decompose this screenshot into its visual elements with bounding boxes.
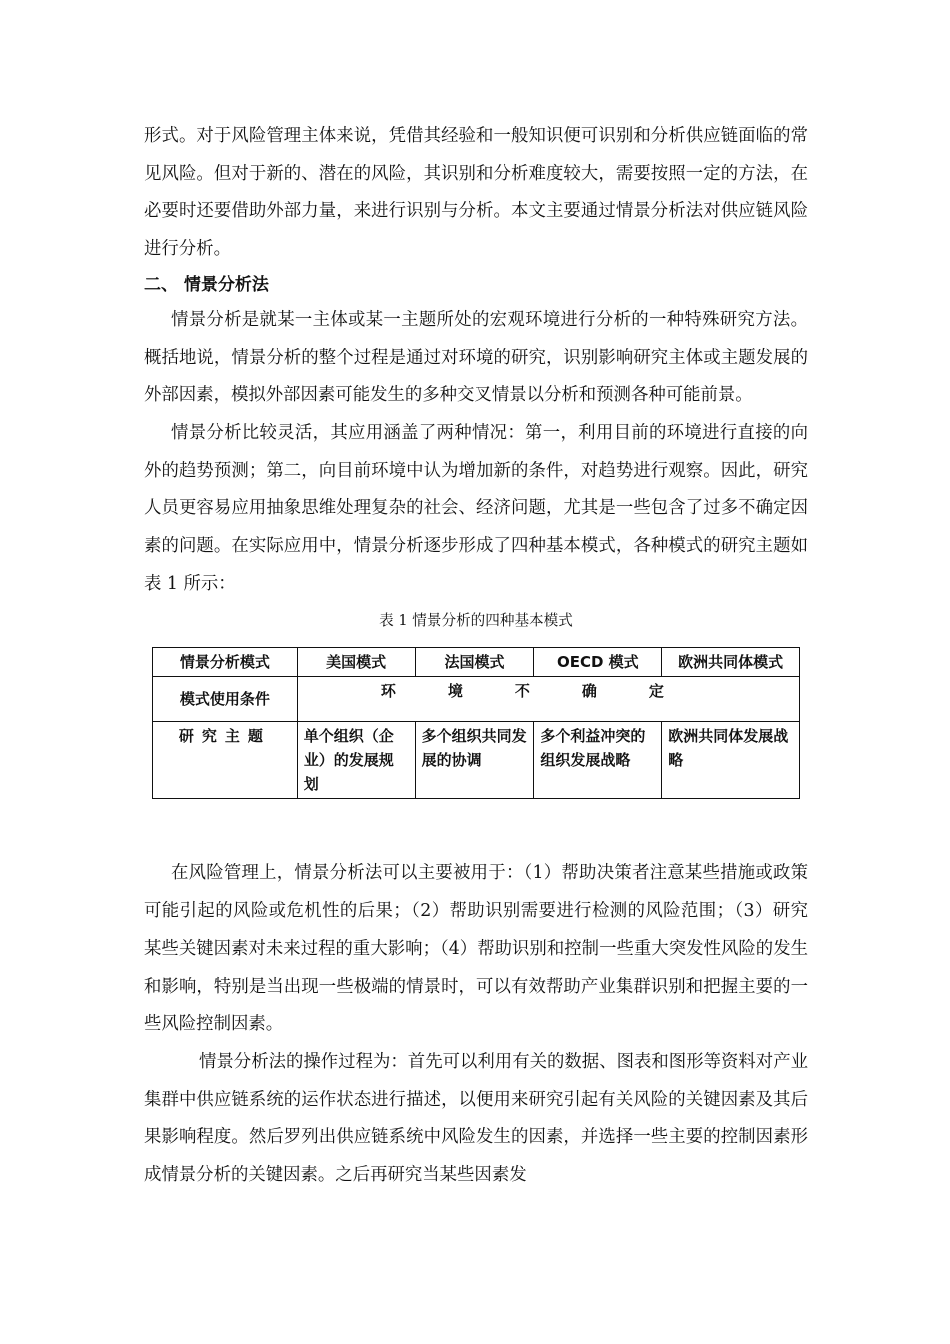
table-cell: 欧洲共同体发展战略 <box>662 722 800 799</box>
paragraph-0: 形式。对于风险管理主体来说，凭借其经验和一般知识便可识别和分析供应链面临的常见风险。但对于新的、潜在的风险，其识别和分析难度较大，需要按照一定的方法，在必要时还要借助外部力量，来进行识别与分析。本文主要通过情景分析法对供应链风险进行分析。 <box>144 126 808 260</box>
paragraph-2: 情景分析比较灵活，其应用涵盖了两种情况：第一，利用目前的环境进行直接的向外的趋势预测；第二，向目前环境中认为增加新的条件，对趋势进行观察。因此，研究人员更容易应用抽象思维处理复杂的社会、经济问题，尤其是一些包含了过多不确定因素的问题。在实际应用中，情景分析逐步形成了四种基本模式，各种模式的研究主题如表 1 所示： <box>144 422 808 594</box>
table-cell: 多个组织共同发展的协调 <box>415 722 534 799</box>
modes-table <box>152 647 800 799</box>
table-cell: 美国模式 <box>297 648 415 677</box>
table-cell: OECD 模式 <box>534 648 662 677</box>
table-cell: 模式使用条件 <box>153 677 298 722</box>
table-cell: 法国模式 <box>415 648 534 677</box>
table-caption: 表 1 情景分析的四种基本模式 <box>379 612 573 630</box>
document-body <box>144 118 808 1195</box>
table-cell: 多个利益冲突的组织发展战略 <box>534 722 662 799</box>
table-cell: 情景分析模式 <box>153 648 298 677</box>
paragraph-4: 情景分析法的操作过程为：首先可以利用有关的数据、图表和图形等资料对产业集群中供应链系统的运作状态进行描述，以便用来研究引起有关风险的关键因素及其后果影响程度。然后罗列出供应链系统中风险发生的因素，并选择一些主要的控制因素形成情景分析的关键因素。之后再研究当某些因素发 <box>144 1051 808 1186</box>
table-row <box>153 648 800 677</box>
paragraph-1: 情景分析是就某一主体或某一主题所处的宏观环境进行分析的一种特殊研究方法。概括地说，情景分析的整个过程是通过对环境的研究，识别影响研究主体或主题发展的外部因素，模拟外部因素可能发生的多种交叉情景以分析和预测各种可能前景。 <box>144 309 808 406</box>
table-cell: 单个组织（企业）的发展规划 <box>297 722 415 799</box>
section-heading: 二、 情景分析法 <box>144 274 269 295</box>
table-cell: 环境不确定 <box>297 677 799 722</box>
paragraph-3: 在风险管理上，情景分析法可以主要被用于：（1）帮助决策者注意某些措施或政策可能引起的风险或危机性的后果；（2）帮助识别需要进行检测的风险范围；（3）研究某些关键因素对未来过程的重大影响；（4）帮助识别和控制一些重大突发性风险的发生和影响，特别是当出现一些极端的情景时，可以有效帮助产业集群识别和把握主要的一些风险控制因素。 <box>144 863 808 1035</box>
table-row <box>153 677 800 722</box>
table-row <box>153 722 800 799</box>
table-cell: 欧洲共同体模式 <box>662 648 800 677</box>
table-cell: 研究主题 <box>153 722 298 799</box>
